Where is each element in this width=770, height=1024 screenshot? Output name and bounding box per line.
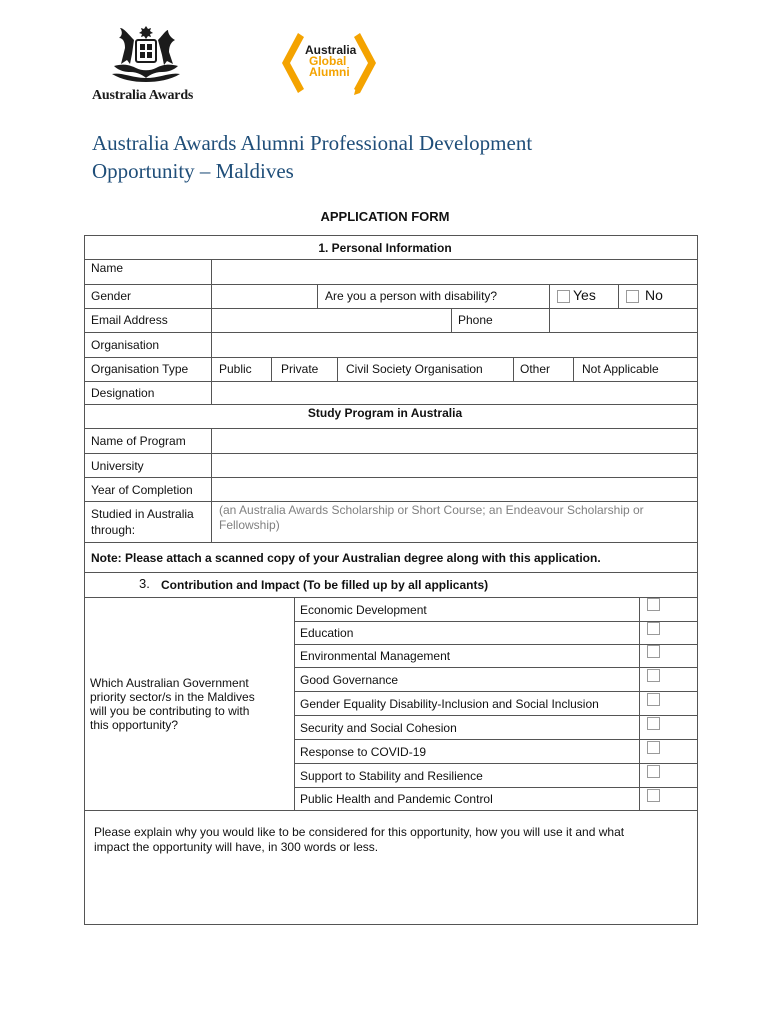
sector-checkbox[interactable] bbox=[647, 598, 660, 611]
email-input[interactable] bbox=[213, 309, 451, 332]
sector-checkbox[interactable] bbox=[647, 765, 660, 778]
org-type-public[interactable]: Public bbox=[219, 362, 252, 376]
disability-yes-checkbox[interactable] bbox=[557, 290, 570, 303]
alumni-logo-line-3: Alumni bbox=[309, 65, 350, 79]
col-divider bbox=[211, 428, 212, 542]
study-program-heading: Study Program in Australia bbox=[307, 406, 463, 420]
gender-input[interactable] bbox=[213, 285, 317, 308]
sector-label: Response to COVID-19 bbox=[300, 745, 427, 759]
col-divider bbox=[271, 357, 272, 381]
form-title: APPLICATION FORM bbox=[320, 209, 450, 224]
sector-divider bbox=[294, 644, 698, 645]
col-divider bbox=[573, 357, 574, 381]
studied-through-label-1: Studied in Australia bbox=[91, 507, 194, 521]
col-divider bbox=[211, 259, 212, 405]
col-divider bbox=[549, 284, 550, 332]
studied-through-hint-1[interactable]: (an Australia Awards Scholarship or Short Course; an Endeavour Scholarship or bbox=[219, 503, 644, 517]
name-input[interactable] bbox=[213, 260, 697, 284]
priority-sector-question-1: Which Australian Government bbox=[90, 676, 249, 690]
studied-through-hint-2: Fellowship) bbox=[219, 518, 280, 532]
org-type-other[interactable]: Other bbox=[520, 362, 551, 376]
australia-awards-logo bbox=[92, 24, 207, 104]
sector-divider bbox=[294, 787, 698, 788]
explanation-textarea[interactable] bbox=[86, 858, 696, 922]
sector-divider bbox=[294, 621, 698, 622]
sector-divider bbox=[294, 667, 698, 668]
sector-label: Environmental Management bbox=[300, 649, 451, 663]
sector-divider bbox=[294, 691, 698, 692]
row-divider bbox=[84, 542, 698, 543]
org-type-private[interactable]: Private bbox=[281, 362, 319, 376]
sector-label: Support to Stability and Resilience bbox=[300, 769, 483, 783]
sector-checkbox[interactable] bbox=[647, 741, 660, 754]
sector-divider bbox=[294, 763, 698, 764]
col-divider bbox=[639, 597, 640, 811]
col-divider bbox=[618, 284, 619, 308]
australia-global-alumni-logo bbox=[276, 27, 384, 103]
col-divider bbox=[451, 308, 452, 332]
year-of-completion-label: Year of Completion bbox=[91, 483, 193, 497]
phone-label: Phone bbox=[458, 313, 493, 327]
name-label: Name bbox=[91, 261, 124, 275]
studied-through-label-2: through: bbox=[91, 523, 136, 537]
sector-label: Gender Equality Disability-Inclusion and Social Inclusion bbox=[300, 697, 599, 711]
program-name-input[interactable] bbox=[213, 429, 697, 453]
priority-sector-question-4: this opportunity? bbox=[90, 718, 179, 732]
row-divider bbox=[84, 404, 698, 405]
row-divider bbox=[84, 501, 698, 502]
organisation-label: Organisation bbox=[91, 338, 160, 352]
designation-label: Designation bbox=[91, 386, 155, 400]
university-label: University bbox=[91, 459, 144, 473]
priority-sector-question-2: priority sector/s in the Maldives bbox=[90, 690, 255, 704]
gender-label: Gender bbox=[91, 289, 132, 303]
sector-checkbox[interactable] bbox=[647, 645, 660, 658]
sector-label: Security and Social Cohesion bbox=[300, 721, 457, 735]
org-type-civil-society[interactable]: Civil Society Organisation bbox=[346, 362, 483, 376]
year-of-completion-input[interactable] bbox=[213, 478, 697, 501]
org-type-not-applicable[interactable]: Not Applicable bbox=[582, 362, 659, 376]
disability-yes-label: Yes bbox=[573, 287, 596, 303]
disability-no-label: No bbox=[645, 287, 663, 303]
table-border bbox=[84, 924, 698, 925]
designation-input[interactable] bbox=[213, 382, 697, 404]
sector-label: Economic Development bbox=[300, 603, 427, 617]
sector-checkbox[interactable] bbox=[647, 717, 660, 730]
row-divider bbox=[84, 597, 698, 598]
sector-label: Public Health and Pandemic Control bbox=[300, 792, 493, 806]
alumni-logo-line-1: Australia bbox=[305, 43, 357, 57]
australia-awards-wordmark: Australia Awards bbox=[92, 88, 194, 103]
sector-checkbox[interactable] bbox=[647, 622, 660, 635]
section-personal-information-heading: 1. Personal Information bbox=[318, 241, 452, 255]
priority-sector-question-3: will you be contributing to with bbox=[90, 704, 250, 718]
table-border bbox=[697, 235, 698, 925]
table-border bbox=[84, 235, 698, 236]
alumni-logo-line-2: Global bbox=[309, 54, 347, 68]
disability-no-checkbox[interactable] bbox=[626, 290, 639, 303]
sector-checkbox[interactable] bbox=[647, 789, 660, 802]
col-divider bbox=[337, 357, 338, 381]
degree-attachment-note: Note: Please attach a scanned copy of your Australian degree along with this application. bbox=[91, 551, 601, 565]
section-3-number: 3. bbox=[139, 576, 150, 591]
col-divider bbox=[317, 284, 318, 308]
section-contribution-heading: Contribution and Impact (To be filled up by all applicants) bbox=[161, 578, 489, 592]
row-divider bbox=[84, 572, 698, 573]
row-divider bbox=[84, 284, 698, 285]
organisation-input[interactable] bbox=[213, 333, 697, 357]
row-divider bbox=[84, 810, 698, 811]
program-name-label: Name of Program bbox=[91, 434, 186, 448]
sector-divider bbox=[294, 715, 698, 716]
title-line-1: Australia Awards Alumni Professional Development bbox=[92, 131, 533, 155]
sector-divider bbox=[294, 739, 698, 740]
explanation-prompt-2: impact the opportunity will have, in 300 words or less. bbox=[94, 840, 379, 854]
email-label: Email Address bbox=[91, 313, 168, 327]
sector-checkbox[interactable] bbox=[647, 669, 660, 682]
page-title bbox=[92, 129, 692, 185]
table-border bbox=[84, 235, 85, 925]
disability-question: Are you a person with disability? bbox=[325, 289, 498, 303]
coat-of-arms-icon bbox=[106, 24, 186, 86]
explanation-prompt-1: Please explain why you would like to be considered for this opportunity, how you will use it and what bbox=[94, 825, 625, 839]
sector-label: Education bbox=[300, 626, 354, 640]
sector-label: Good Governance bbox=[300, 673, 399, 687]
col-divider bbox=[513, 357, 514, 381]
sector-checkbox[interactable] bbox=[647, 693, 660, 706]
phone-input[interactable] bbox=[551, 309, 697, 332]
university-input[interactable] bbox=[213, 454, 697, 477]
row-divider bbox=[84, 357, 698, 358]
col-divider bbox=[294, 597, 295, 811]
title-line-2: Opportunity – Maldives bbox=[92, 159, 294, 183]
organisation-type-label: Organisation Type bbox=[91, 362, 189, 376]
